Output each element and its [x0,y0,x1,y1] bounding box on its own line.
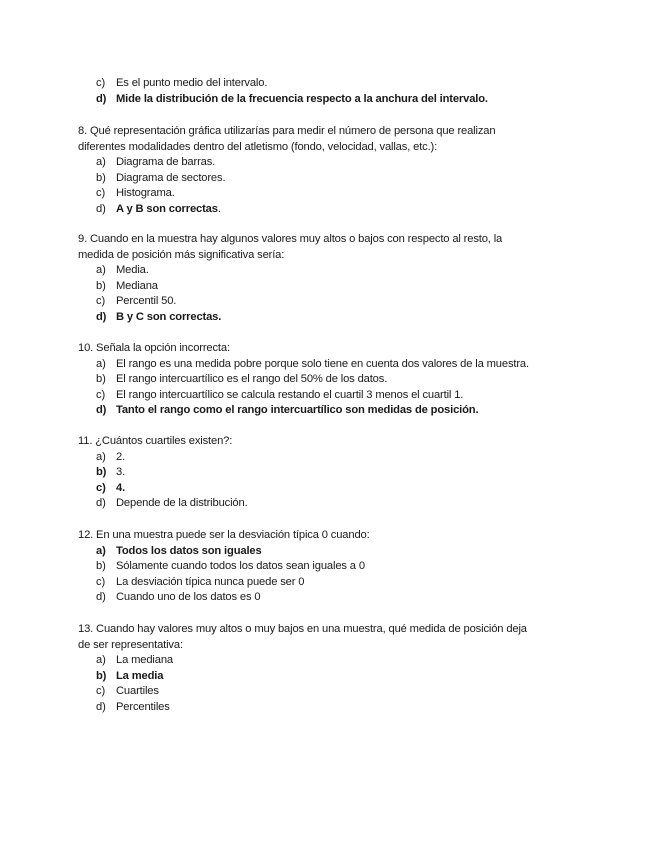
answer-option-b [78,669,578,685]
answer-option-c [78,294,578,310]
option-letter: b) [96,171,106,184]
answer-option-b [78,279,578,295]
option-letter: c) [96,77,106,89]
answer-option-d [78,590,578,606]
answer-option-b [78,465,578,481]
option-letter: b) [96,560,106,573]
question-text-line: 10. Señala la opción incorrecta: [78,342,230,354]
answer-option-a [78,450,578,466]
option-text: Todos los datos son iguales [116,544,262,557]
option-letter: b) [96,466,107,479]
question-text-line: 12. En una muestra puede ser la desviación típica 0 cuando: [78,529,370,541]
question-13 [78,622,578,716]
option-letter: d) [96,202,106,215]
option-text: Mide la distribución de la frecuencia respecto a la anchura del intervalo. [116,92,488,105]
question-text-line: 8. Qué representación gráfica utilizarías para medir el número de persona que realizan [78,125,496,137]
answer-option-c [78,186,578,202]
option-text: El rango intercuartílico se calcula restando el cuartil 3 menos el cuartil 1. [116,388,464,401]
option-letter: d) [96,591,106,604]
option-text: Media. [116,264,149,277]
question-10 [78,341,578,419]
option-letter: a) [96,450,106,463]
answer-option-a [78,263,578,279]
option-text: El rango intercuartílico es el rango del 50% de los datos. [116,373,388,386]
option-suffix: . [217,202,221,215]
option-letter: a) [96,156,106,169]
question-text-line: diferentes modalidades dentro del atletismo (fondo, velocidad, vallas, etc.): [78,140,438,153]
answer-option-a [78,155,578,171]
option-text: Percentiles [116,700,170,713]
question-9 [78,232,578,326]
question-text-line: 13. Cuando hay valores muy altos o muy bajos en una muestra, qué medida de posición deja [78,623,527,635]
answer-option-d [78,700,578,716]
option-letter: d) [96,700,106,713]
answer-option-a [78,653,578,669]
option-text: 4. [116,481,126,494]
option-letter: c) [96,685,106,698]
option-text: La desviación típica nunca puede ser 0 [116,575,305,588]
question-text-line: 11. ¿Cuántos cuartiles existen?: [78,435,233,447]
option-letter: b) [96,669,107,682]
option-letter: a) [96,357,106,370]
option-letter: b) [96,279,106,292]
question-8 [78,124,578,218]
option-text: Diagrama de barras. [116,156,216,169]
option-letter: d) [96,310,107,323]
option-letter: c) [96,481,106,494]
answer-option-c [78,481,578,497]
answer-option-b [78,559,578,575]
answer-option-c [78,76,578,92]
option-letter: a) [96,264,106,277]
answer-option-a [78,357,578,373]
option-text: A y B son correctas [116,202,218,215]
answer-option-a [78,544,578,560]
option-letter: c) [96,295,106,308]
option-letter: d) [96,497,106,510]
option-letter: b) [96,373,106,386]
option-text: Diagrama de sectores. [116,171,226,184]
option-text: Mediana [116,279,158,292]
option-text: Tanto el rango como el rango intercuartílico son medidas de posición. [116,404,479,417]
answer-option-d [78,403,578,419]
option-letter: c) [96,388,106,401]
answer-option-b [78,171,578,187]
question-7-tail [78,76,578,107]
option-text: Cuando uno de los datos es 0 [116,591,261,604]
answer-option-c [78,684,578,700]
question-text-line: medida de posición más significativa sería: [78,248,285,261]
option-text: La mediana [116,654,173,667]
option-text: Depende de la distribución. [116,497,248,510]
option-letter: c) [96,575,106,588]
option-text: El rango es una medida pobre porque solo tiene en cuenta dos valores de la muestra. [116,357,529,370]
option-text: Sólamente cuando todos los datos sean iguales a 0 [116,560,365,573]
option-text: 2. [116,450,126,463]
question-text-line: 9. Cuando en la muestra hay algunos valores muy altos o bajos con respecto al resto, la [78,233,503,245]
question-11 [78,434,578,512]
option-text: La media [116,669,164,682]
option-letter: a) [96,544,106,557]
option-text: Percentil 50. [116,295,177,308]
answer-option-b [78,372,578,388]
option-letter: d) [96,404,107,417]
question-12 [78,528,578,606]
option-text: Es el punto medio del intervalo. [116,77,268,89]
option-letter: c) [96,187,106,200]
option-letter: d) [96,92,107,105]
answer-option-d [78,310,578,326]
option-text: 3. [116,466,126,479]
question-text-line: de ser representativa: [78,638,183,651]
answer-option-c [78,575,578,591]
option-text: Cuartiles [116,685,159,698]
answer-option-d [78,496,578,512]
option-letter: a) [96,654,106,667]
answer-option-d [78,202,578,218]
answer-option-c [78,388,578,404]
option-text: Histograma. [116,187,175,200]
answer-option-d [78,92,578,108]
option-text: B y C son correctas. [116,310,222,323]
